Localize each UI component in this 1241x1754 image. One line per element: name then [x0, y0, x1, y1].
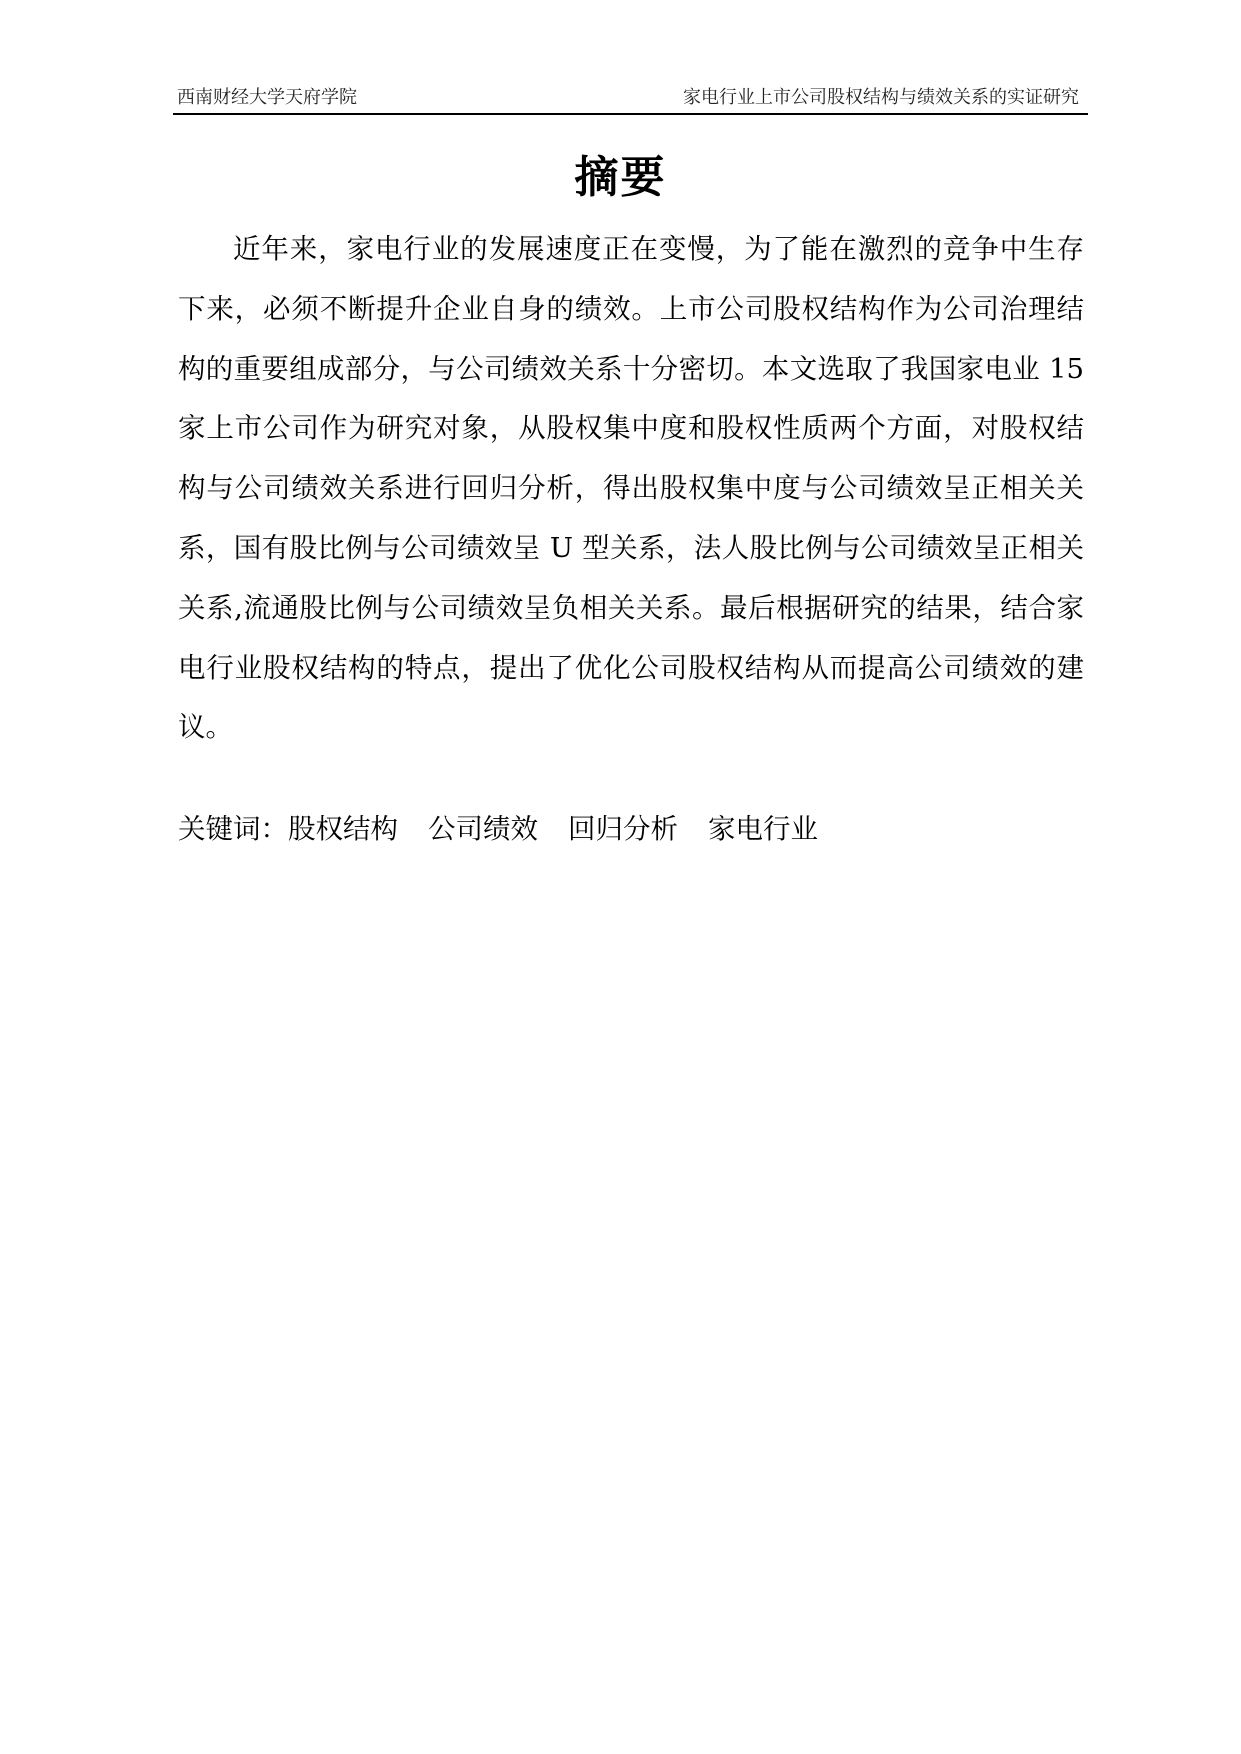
- page-title: 摘要: [574, 152, 667, 203]
- header-thesis-title: 家电行业上市公司股权结构与绩效关系的实证研究: [683, 87, 1079, 108]
- running-header: [173, 86, 1087, 114]
- header-rule: [173, 113, 1088, 115]
- keyword: 公司绩效: [428, 813, 538, 845]
- keywords-label: 关键词：: [178, 813, 288, 845]
- keyword: 家电行业: [708, 813, 818, 845]
- keyword: 股权结构: [288, 813, 398, 845]
- keywords-line: [178, 800, 1084, 860]
- header-institution: 西南财经大学天府学院: [177, 87, 357, 108]
- keyword: 回归分析: [568, 813, 678, 845]
- abstract-paragraph: 近年来，家电行业的发展速度正在变慢，为了能在激烈的竞争中生存下来，必须不断提升企业自身的绩效。上市公司股权结构作为公司治理结构的重要组成部分，与公司绩效关系十分密切。本文选取了我国家电业 15 家上市公司作为研究对象，从股权集中度和股权性质两个方面，对股权结构与公司绩效关系进行回归分析，得出股权集中度与公司绩效呈正相关关系，国有股比例与公司绩效呈 U 型关系，法人股比例与公司绩效呈正相关关系,流通股比例与公司绩效呈负相关关系。最后根据研究的结果，结合家电行业股权结构的特点，提出了优化公司股权结构从而提高公司绩效的建议。: [178, 233, 1084, 744]
